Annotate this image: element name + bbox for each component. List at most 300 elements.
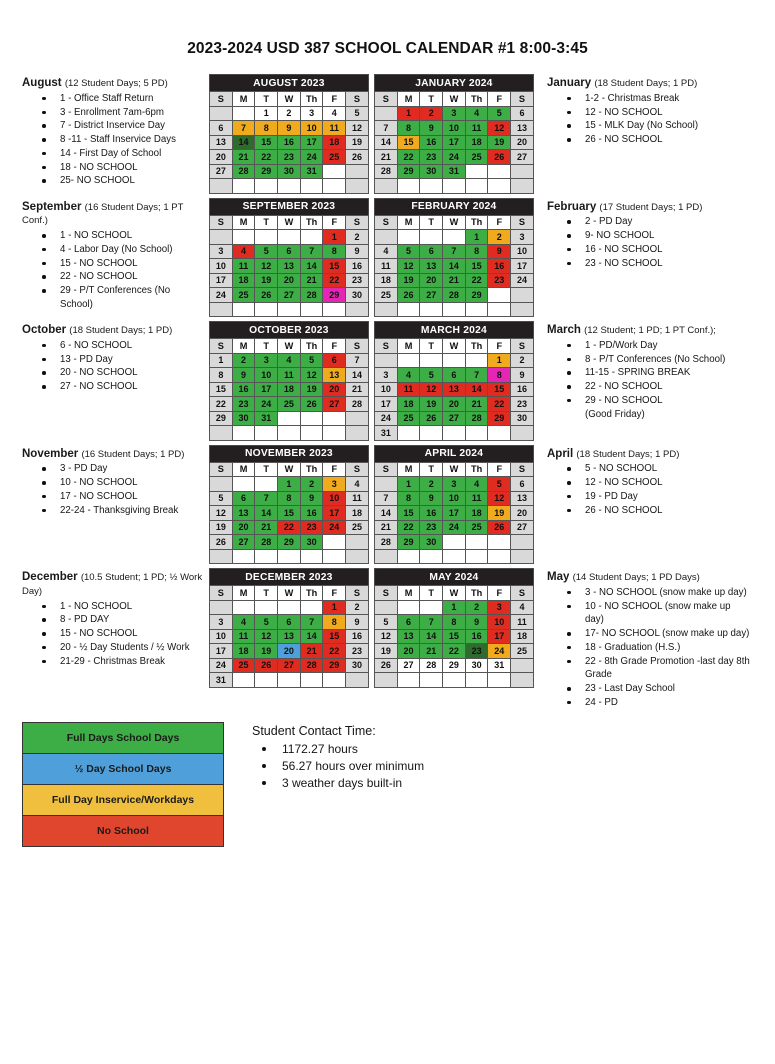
calendar-day-cell[interactable]: 19	[255, 273, 278, 288]
calendar-day-cell[interactable]: 8	[210, 368, 233, 383]
calendar-day-cell[interactable]: 13	[278, 629, 301, 644]
calendar-day-cell[interactable]: 2	[300, 477, 323, 492]
calendar-day-cell[interactable]: 11	[232, 259, 255, 274]
calendar-day-cell[interactable]: 13	[511, 121, 534, 136]
calendar-day-cell[interactable]	[420, 179, 443, 194]
calendar-day-cell[interactable]	[278, 179, 301, 194]
calendar-day-cell[interactable]: 18	[278, 382, 301, 397]
calendar-day-cell[interactable]: 11	[232, 629, 255, 644]
calendar-day-cell[interactable]: 3	[375, 368, 398, 383]
calendar-day-cell[interactable]: 10	[210, 259, 233, 274]
calendar-day-cell[interactable]	[511, 535, 534, 550]
calendar-day-cell[interactable]: 28	[420, 658, 443, 673]
calendar-day-cell[interactable]: 8	[255, 121, 278, 136]
calendar-day-cell[interactable]	[232, 106, 255, 121]
calendar-day-cell[interactable]	[488, 164, 511, 179]
calendar-day-cell[interactable]: 21	[420, 644, 443, 659]
calendar-day-cell[interactable]: 18	[232, 644, 255, 659]
calendar-day-cell[interactable]: 14	[232, 135, 255, 150]
calendar-day-cell[interactable]: 27	[232, 535, 255, 550]
calendar-day-cell[interactable]	[465, 535, 488, 550]
calendar-day-cell[interactable]: 12	[397, 259, 420, 274]
calendar-day-cell[interactable]: 24	[375, 411, 398, 426]
calendar-day-cell[interactable]: 27	[420, 288, 443, 303]
calendar-day-cell[interactable]	[397, 353, 420, 368]
calendar-day-cell[interactable]: 6	[443, 368, 466, 383]
calendar-day-cell[interactable]: 25	[278, 397, 301, 412]
calendar-day-cell[interactable]: 15	[278, 506, 301, 521]
calendar-day-cell[interactable]	[511, 179, 534, 194]
calendar-day-cell[interactable]: 6	[420, 244, 443, 259]
calendar-day-cell[interactable]	[511, 658, 534, 673]
calendar-day-cell[interactable]: 20	[278, 273, 301, 288]
calendar-day-cell[interactable]: 21	[443, 273, 466, 288]
calendar-day-cell[interactable]: 11	[323, 121, 346, 136]
calendar-day-cell[interactable]	[255, 549, 278, 564]
calendar-day-cell[interactable]: 21	[375, 520, 398, 535]
calendar-day-cell[interactable]	[278, 230, 301, 245]
calendar-day-cell[interactable]: 8	[323, 615, 346, 630]
calendar-day-cell[interactable]: 23	[511, 397, 534, 412]
calendar-day-cell[interactable]	[278, 549, 301, 564]
calendar-day-cell[interactable]	[300, 302, 323, 317]
calendar-day-cell[interactable]	[255, 179, 278, 194]
calendar-day-cell[interactable]: 25	[465, 520, 488, 535]
calendar-day-cell[interactable]	[346, 179, 369, 194]
calendar-day-cell[interactable]: 23	[346, 273, 369, 288]
calendar-day-cell[interactable]: 14	[300, 259, 323, 274]
calendar-day-cell[interactable]: 29	[323, 658, 346, 673]
calendar-day-cell[interactable]: 17	[300, 135, 323, 150]
calendar-day-cell[interactable]	[346, 549, 369, 564]
calendar-day-cell[interactable]: 5	[346, 106, 369, 121]
calendar-day-cell[interactable]: 20	[511, 135, 534, 150]
calendar-day-cell[interactable]: 11	[465, 491, 488, 506]
calendar-day-cell[interactable]: 12	[375, 629, 398, 644]
calendar-day-cell[interactable]	[346, 426, 369, 441]
calendar-day-cell[interactable]: 4	[511, 600, 534, 615]
calendar-day-cell[interactable]: 9	[346, 244, 369, 259]
calendar-day-cell[interactable]: 4	[346, 477, 369, 492]
calendar-day-cell[interactable]: 10	[375, 382, 398, 397]
calendar-day-cell[interactable]: 7	[346, 353, 369, 368]
calendar-day-cell[interactable]: 4	[465, 106, 488, 121]
calendar-day-cell[interactable]: 7	[255, 491, 278, 506]
calendar-day-cell[interactable]	[346, 164, 369, 179]
calendar-day-cell[interactable]: 13	[397, 629, 420, 644]
calendar-day-cell[interactable]: 16	[420, 506, 443, 521]
calendar-day-cell[interactable]	[420, 230, 443, 245]
calendar-day-cell[interactable]	[255, 426, 278, 441]
calendar-day-cell[interactable]: 14	[346, 368, 369, 383]
calendar-day-cell[interactable]	[397, 549, 420, 564]
calendar-day-cell[interactable]: 19	[420, 397, 443, 412]
calendar-day-cell[interactable]: 1	[465, 230, 488, 245]
calendar-day-cell[interactable]: 1	[443, 600, 466, 615]
calendar-day-cell[interactable]	[232, 477, 255, 492]
calendar-day-cell[interactable]: 2	[488, 230, 511, 245]
calendar-day-cell[interactable]	[511, 673, 534, 688]
calendar-day-cell[interactable]: 29	[278, 535, 301, 550]
calendar-day-cell[interactable]	[300, 230, 323, 245]
calendar-day-cell[interactable]: 30	[465, 658, 488, 673]
calendar-day-cell[interactable]: 2	[346, 600, 369, 615]
calendar-day-cell[interactable]: 3	[323, 477, 346, 492]
calendar-day-cell[interactable]: 9	[346, 615, 369, 630]
calendar-day-cell[interactable]: 29	[397, 164, 420, 179]
calendar-day-cell[interactable]	[443, 353, 466, 368]
calendar-day-cell[interactable]: 27	[278, 288, 301, 303]
calendar-day-cell[interactable]: 10	[443, 121, 466, 136]
calendar-day-cell[interactable]	[278, 673, 301, 688]
calendar-day-cell[interactable]: 29	[255, 164, 278, 179]
calendar-day-cell[interactable]	[346, 673, 369, 688]
calendar-day-cell[interactable]: 14	[255, 506, 278, 521]
calendar-day-cell[interactable]: 10	[488, 615, 511, 630]
calendar-day-cell[interactable]: 26	[255, 658, 278, 673]
calendar-day-cell[interactable]: 6	[397, 615, 420, 630]
calendar-day-cell[interactable]	[300, 179, 323, 194]
calendar-day-cell[interactable]: 11	[346, 491, 369, 506]
calendar-day-cell[interactable]: 5	[210, 491, 233, 506]
calendar-day-cell[interactable]	[255, 477, 278, 492]
calendar-day-cell[interactable]	[323, 549, 346, 564]
calendar-day-cell[interactable]: 12	[255, 629, 278, 644]
calendar-day-cell[interactable]: 9	[420, 491, 443, 506]
calendar-day-cell[interactable]: 4	[375, 244, 398, 259]
calendar-day-cell[interactable]: 2	[232, 353, 255, 368]
calendar-day-cell[interactable]: 5	[375, 615, 398, 630]
calendar-day-cell[interactable]: 14	[465, 382, 488, 397]
calendar-day-cell[interactable]: 10	[210, 629, 233, 644]
calendar-day-cell[interactable]	[397, 230, 420, 245]
calendar-day-cell[interactable]: 19	[300, 382, 323, 397]
calendar-day-cell[interactable]: 17	[210, 644, 233, 659]
calendar-day-cell[interactable]: 30	[511, 411, 534, 426]
calendar-day-cell[interactable]: 1	[210, 353, 233, 368]
calendar-day-cell[interactable]: 13	[420, 259, 443, 274]
calendar-day-cell[interactable]	[397, 179, 420, 194]
calendar-day-cell[interactable]: 7	[420, 615, 443, 630]
calendar-day-cell[interactable]: 3	[255, 353, 278, 368]
calendar-day-cell[interactable]: 21	[255, 520, 278, 535]
calendar-day-cell[interactable]	[375, 549, 398, 564]
calendar-day-cell[interactable]: 20	[210, 150, 233, 165]
calendar-day-cell[interactable]: 24	[443, 520, 466, 535]
calendar-day-cell[interactable]: 25	[232, 288, 255, 303]
calendar-day-cell[interactable]: 24	[323, 520, 346, 535]
calendar-day-cell[interactable]: 2	[420, 106, 443, 121]
calendar-day-cell[interactable]	[488, 535, 511, 550]
calendar-day-cell[interactable]: 20	[397, 644, 420, 659]
calendar-day-cell[interactable]: 27	[278, 658, 301, 673]
calendar-day-cell[interactable]: 24	[443, 150, 466, 165]
calendar-day-cell[interactable]	[488, 302, 511, 317]
calendar-day-cell[interactable]	[323, 179, 346, 194]
calendar-day-cell[interactable]: 7	[232, 121, 255, 136]
calendar-day-cell[interactable]	[375, 673, 398, 688]
calendar-day-cell[interactable]: 1	[278, 477, 301, 492]
calendar-day-cell[interactable]	[278, 302, 301, 317]
calendar-day-cell[interactable]: 11	[375, 259, 398, 274]
calendar-day-cell[interactable]: 6	[511, 477, 534, 492]
calendar-day-cell[interactable]: 27	[443, 411, 466, 426]
calendar-day-cell[interactable]: 8	[443, 615, 466, 630]
calendar-day-cell[interactable]: 27	[397, 658, 420, 673]
calendar-day-cell[interactable]: 31	[443, 164, 466, 179]
calendar-day-cell[interactable]: 8	[397, 491, 420, 506]
calendar-day-cell[interactable]	[420, 302, 443, 317]
calendar-day-cell[interactable]: 6	[232, 491, 255, 506]
calendar-day-cell[interactable]: 31	[375, 426, 398, 441]
calendar-day-cell[interactable]: 15	[488, 382, 511, 397]
calendar-day-cell[interactable]	[488, 549, 511, 564]
calendar-day-cell[interactable]: 21	[300, 644, 323, 659]
calendar-day-cell[interactable]: 7	[375, 491, 398, 506]
calendar-day-cell[interactable]	[210, 106, 233, 121]
calendar-day-cell[interactable]: 22	[488, 397, 511, 412]
calendar-day-cell[interactable]: 16	[300, 506, 323, 521]
calendar-day-cell[interactable]: 8	[323, 244, 346, 259]
calendar-day-cell[interactable]	[323, 426, 346, 441]
calendar-day-cell[interactable]	[278, 426, 301, 441]
calendar-day-cell[interactable]: 4	[232, 244, 255, 259]
calendar-day-cell[interactable]: 18	[397, 397, 420, 412]
calendar-day-cell[interactable]: 17	[323, 506, 346, 521]
calendar-day-cell[interactable]: 16	[232, 382, 255, 397]
calendar-day-cell[interactable]	[488, 179, 511, 194]
calendar-day-cell[interactable]: 18	[346, 506, 369, 521]
calendar-day-cell[interactable]: 16	[346, 629, 369, 644]
calendar-day-cell[interactable]: 28	[232, 164, 255, 179]
calendar-day-cell[interactable]: 2	[346, 230, 369, 245]
calendar-day-cell[interactable]: 12	[488, 121, 511, 136]
calendar-day-cell[interactable]: 3	[443, 106, 466, 121]
calendar-day-cell[interactable]: 21	[346, 382, 369, 397]
calendar-day-cell[interactable]	[300, 549, 323, 564]
calendar-day-cell[interactable]: 26	[346, 150, 369, 165]
calendar-day-cell[interactable]	[255, 230, 278, 245]
calendar-day-cell[interactable]: 28	[300, 658, 323, 673]
calendar-day-cell[interactable]: 19	[210, 520, 233, 535]
calendar-day-cell[interactable]	[511, 426, 534, 441]
calendar-day-cell[interactable]: 20	[232, 520, 255, 535]
calendar-day-cell[interactable]: 3	[300, 106, 323, 121]
calendar-day-cell[interactable]	[443, 426, 466, 441]
calendar-day-cell[interactable]	[346, 535, 369, 550]
calendar-day-cell[interactable]: 15	[443, 629, 466, 644]
calendar-day-cell[interactable]	[443, 549, 466, 564]
calendar-day-cell[interactable]: 18	[511, 629, 534, 644]
calendar-day-cell[interactable]: 15	[255, 135, 278, 150]
calendar-day-cell[interactable]	[210, 230, 233, 245]
calendar-day-cell[interactable]: 4	[323, 106, 346, 121]
calendar-day-cell[interactable]	[375, 106, 398, 121]
calendar-day-cell[interactable]: 30	[420, 164, 443, 179]
calendar-day-cell[interactable]: 12	[346, 121, 369, 136]
calendar-day-cell[interactable]: 30	[346, 288, 369, 303]
calendar-day-cell[interactable]: 24	[210, 288, 233, 303]
calendar-day-cell[interactable]: 21	[465, 397, 488, 412]
calendar-day-cell[interactable]: 23	[300, 520, 323, 535]
calendar-day-cell[interactable]: 30	[232, 411, 255, 426]
calendar-day-cell[interactable]	[210, 179, 233, 194]
calendar-day-cell[interactable]: 29	[323, 288, 346, 303]
calendar-day-cell[interactable]: 1	[488, 353, 511, 368]
calendar-day-cell[interactable]	[443, 673, 466, 688]
calendar-day-cell[interactable]: 14	[443, 259, 466, 274]
calendar-day-cell[interactable]: 24	[488, 644, 511, 659]
calendar-day-cell[interactable]	[232, 179, 255, 194]
calendar-day-cell[interactable]	[323, 411, 346, 426]
calendar-day-cell[interactable]: 25	[375, 288, 398, 303]
calendar-day-cell[interactable]: 31	[210, 673, 233, 688]
calendar-day-cell[interactable]: 30	[420, 535, 443, 550]
calendar-day-cell[interactable]: 18	[465, 135, 488, 150]
calendar-day-cell[interactable]: 2	[420, 477, 443, 492]
calendar-day-cell[interactable]: 18	[465, 506, 488, 521]
calendar-day-cell[interactable]: 14	[300, 629, 323, 644]
calendar-day-cell[interactable]: 28	[255, 535, 278, 550]
calendar-day-cell[interactable]: 13	[232, 506, 255, 521]
calendar-day-cell[interactable]: 22	[278, 520, 301, 535]
calendar-day-cell[interactable]	[488, 288, 511, 303]
calendar-day-cell[interactable]	[488, 673, 511, 688]
calendar-day-cell[interactable]: 24	[511, 273, 534, 288]
calendar-day-cell[interactable]: 23	[488, 273, 511, 288]
calendar-day-cell[interactable]: 15	[397, 506, 420, 521]
calendar-day-cell[interactable]: 17	[443, 506, 466, 521]
calendar-day-cell[interactable]	[232, 302, 255, 317]
calendar-day-cell[interactable]	[300, 411, 323, 426]
calendar-day-cell[interactable]: 3	[210, 244, 233, 259]
calendar-day-cell[interactable]	[255, 302, 278, 317]
calendar-day-cell[interactable]	[323, 673, 346, 688]
calendar-day-cell[interactable]: 8	[465, 244, 488, 259]
calendar-day-cell[interactable]: 4	[278, 353, 301, 368]
calendar-day-cell[interactable]: 5	[488, 106, 511, 121]
calendar-day-cell[interactable]	[443, 230, 466, 245]
calendar-day-cell[interactable]: 13	[210, 135, 233, 150]
calendar-day-cell[interactable]: 25	[232, 658, 255, 673]
calendar-day-cell[interactable]	[465, 179, 488, 194]
calendar-day-cell[interactable]: 20	[323, 382, 346, 397]
calendar-day-cell[interactable]: 11	[511, 615, 534, 630]
calendar-day-cell[interactable]: 16	[346, 259, 369, 274]
calendar-day-cell[interactable]: 25	[465, 150, 488, 165]
calendar-day-cell[interactable]: 7	[375, 121, 398, 136]
calendar-day-cell[interactable]: 4	[465, 477, 488, 492]
calendar-day-cell[interactable]: 2	[511, 353, 534, 368]
calendar-day-cell[interactable]: 13	[323, 368, 346, 383]
calendar-day-cell[interactable]: 30	[346, 658, 369, 673]
calendar-day-cell[interactable]: 8	[488, 368, 511, 383]
calendar-day-cell[interactable]: 26	[375, 658, 398, 673]
calendar-day-cell[interactable]: 27	[511, 520, 534, 535]
calendar-day-cell[interactable]	[511, 288, 534, 303]
calendar-day-cell[interactable]	[397, 673, 420, 688]
calendar-day-cell[interactable]: 26	[397, 288, 420, 303]
calendar-day-cell[interactable]: 16	[511, 382, 534, 397]
calendar-day-cell[interactable]: 10	[255, 368, 278, 383]
calendar-day-cell[interactable]: 3	[210, 615, 233, 630]
calendar-day-cell[interactable]: 5	[488, 477, 511, 492]
calendar-day-cell[interactable]	[375, 477, 398, 492]
calendar-day-cell[interactable]: 16	[278, 135, 301, 150]
calendar-day-cell[interactable]: 27	[210, 164, 233, 179]
calendar-day-cell[interactable]: 10	[300, 121, 323, 136]
calendar-day-cell[interactable]: 6	[210, 121, 233, 136]
calendar-day-cell[interactable]	[397, 600, 420, 615]
calendar-day-cell[interactable]	[278, 600, 301, 615]
calendar-day-cell[interactable]: 13	[511, 491, 534, 506]
calendar-day-cell[interactable]: 8	[278, 491, 301, 506]
calendar-day-cell[interactable]: 21	[232, 150, 255, 165]
calendar-day-cell[interactable]: 23	[232, 397, 255, 412]
calendar-day-cell[interactable]: 19	[346, 135, 369, 150]
calendar-day-cell[interactable]: 9	[488, 244, 511, 259]
calendar-day-cell[interactable]	[232, 426, 255, 441]
calendar-day-cell[interactable]: 13	[278, 259, 301, 274]
calendar-day-cell[interactable]: 14	[375, 506, 398, 521]
calendar-day-cell[interactable]: 26	[488, 150, 511, 165]
calendar-day-cell[interactable]: 16	[420, 135, 443, 150]
calendar-day-cell[interactable]: 3	[488, 600, 511, 615]
calendar-day-cell[interactable]: 14	[420, 629, 443, 644]
calendar-day-cell[interactable]: 17	[210, 273, 233, 288]
calendar-day-cell[interactable]: 23	[346, 644, 369, 659]
calendar-day-cell[interactable]: 7	[300, 244, 323, 259]
calendar-day-cell[interactable]: 1	[397, 106, 420, 121]
calendar-day-cell[interactable]: 7	[300, 615, 323, 630]
calendar-day-cell[interactable]: 3	[511, 230, 534, 245]
calendar-day-cell[interactable]: 29	[488, 411, 511, 426]
calendar-day-cell[interactable]: 5	[255, 615, 278, 630]
calendar-day-cell[interactable]: 15	[397, 135, 420, 150]
calendar-day-cell[interactable]: 21	[375, 150, 398, 165]
calendar-day-cell[interactable]	[511, 302, 534, 317]
calendar-day-cell[interactable]	[375, 230, 398, 245]
calendar-day-cell[interactable]: 19	[397, 273, 420, 288]
calendar-day-cell[interactable]	[375, 179, 398, 194]
calendar-day-cell[interactable]: 26	[210, 535, 233, 550]
calendar-day-cell[interactable]: 7	[465, 368, 488, 383]
calendar-day-cell[interactable]	[375, 600, 398, 615]
calendar-day-cell[interactable]: 15	[323, 629, 346, 644]
calendar-day-cell[interactable]: 15	[210, 382, 233, 397]
calendar-day-cell[interactable]: 20	[443, 397, 466, 412]
calendar-day-cell[interactable]: 20	[278, 644, 301, 659]
calendar-day-cell[interactable]	[465, 302, 488, 317]
calendar-day-cell[interactable]: 15	[465, 259, 488, 274]
calendar-day-cell[interactable]: 28	[300, 288, 323, 303]
calendar-day-cell[interactable]: 4	[232, 615, 255, 630]
calendar-day-cell[interactable]: 28	[346, 397, 369, 412]
calendar-day-cell[interactable]: 14	[375, 135, 398, 150]
calendar-day-cell[interactable]: 1	[323, 600, 346, 615]
calendar-day-cell[interactable]: 31	[255, 411, 278, 426]
calendar-day-cell[interactable]: 25	[511, 644, 534, 659]
calendar-day-cell[interactable]: 2	[278, 106, 301, 121]
calendar-day-cell[interactable]: 5	[255, 244, 278, 259]
calendar-day-cell[interactable]	[443, 179, 466, 194]
calendar-day-cell[interactable]	[420, 426, 443, 441]
calendar-day-cell[interactable]	[300, 426, 323, 441]
calendar-day-cell[interactable]: 7	[443, 244, 466, 259]
calendar-day-cell[interactable]: 23	[420, 520, 443, 535]
calendar-day-cell[interactable]: 22	[210, 397, 233, 412]
calendar-day-cell[interactable]	[465, 353, 488, 368]
